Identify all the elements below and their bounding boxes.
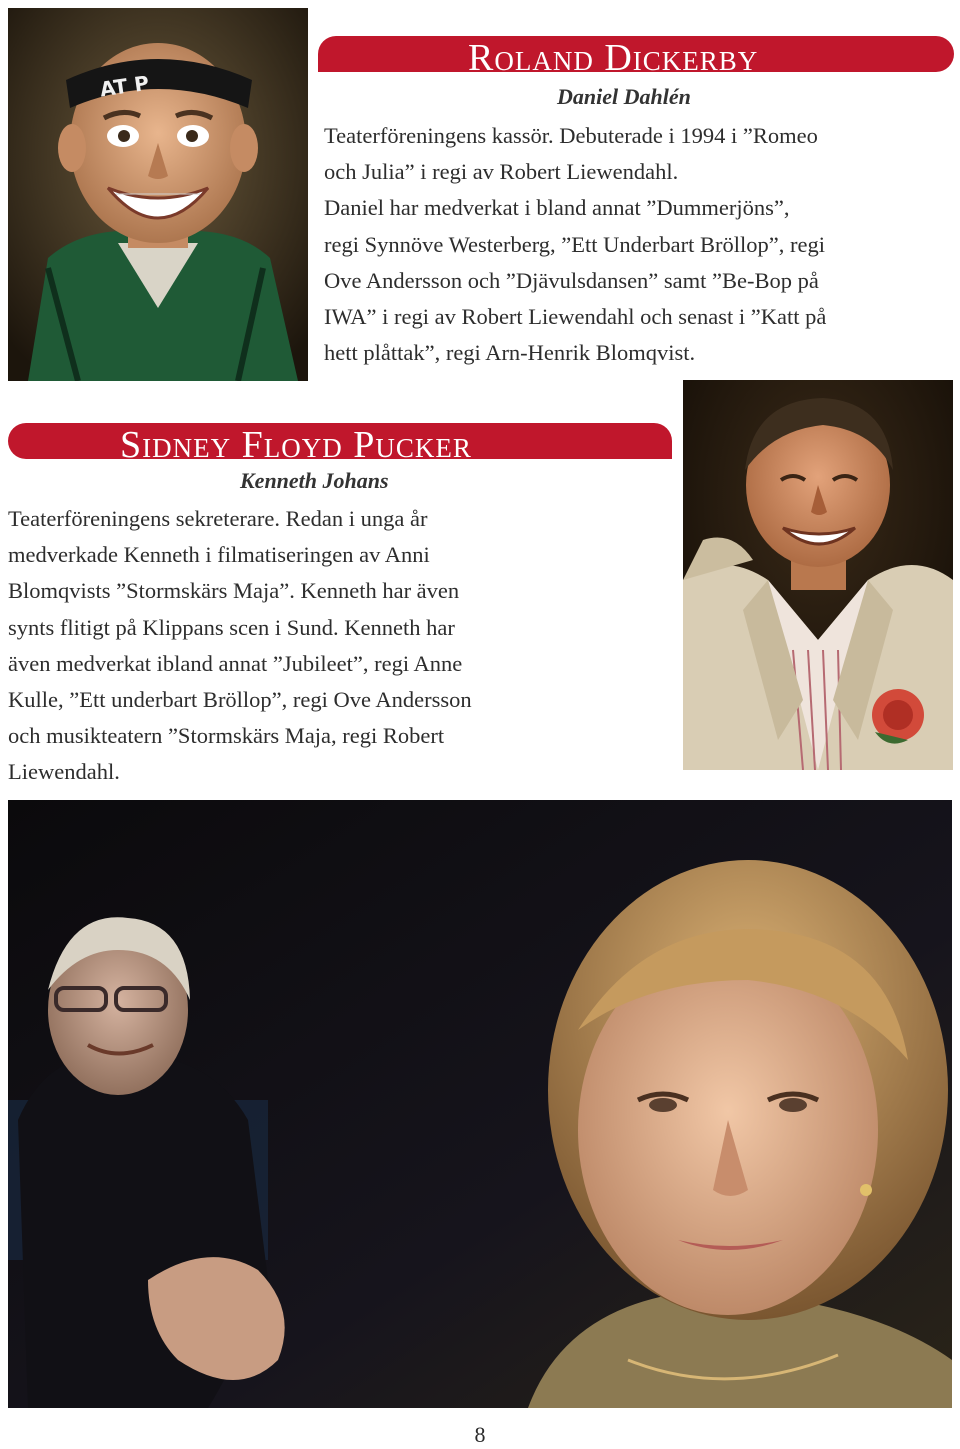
bio-line: Kulle, ”Ett underbart Bröllop”, regi Ove Andersson [8, 687, 472, 713]
bio-line: Teaterföreningens kassör. Debuterade i 1994 i ”Romeo [324, 123, 818, 148]
bio-line: medverkade Kenneth i filmatiseringen av Anni [8, 542, 430, 568]
svg-text:AT P: AT P [98, 70, 151, 102]
role-name: Roland Dickerby [468, 37, 759, 79]
role-banner-roland [318, 36, 954, 79]
page-number: 8 [474, 1422, 486, 1447]
bio-line: hett plåttak”, regi Arn-Henrik Blomqvist. [324, 340, 696, 366]
bio-line: synts flitigt på Klippans scen i Sund. Kenneth har [8, 614, 455, 640]
bio-line: Teaterföreningens sekreterare. Redan i unga år [8, 506, 428, 531]
actor-name: Kenneth Johans [240, 468, 389, 493]
portrait-photo-kenneth [683, 380, 953, 770]
bio-line: regi Synnöve Westerberg, ”Ett Underbart Bröllop”, regi [324, 231, 825, 257]
role-name: Sidney Floyd Pucker [120, 424, 472, 466]
bio-line: och Julia” i regi av Robert Liewendahl. [324, 159, 679, 185]
bio-line: Ove Andersson och ”Djävulsdansen” samt ”Be-Bop på [324, 267, 819, 293]
portrait-photo-daniel [8, 8, 308, 381]
bio-paragraph [324, 118, 956, 371]
bio-paragraph [8, 501, 608, 791]
bio-line: IWA” i regi av Robert Liewendahl och senast i ”Katt på [324, 304, 827, 330]
role-banner-sidney [8, 423, 672, 466]
bio-line: även medverkat ibland annat ”Jubileet”, regi Anne [8, 650, 463, 676]
bio-line: och musikteatern ”Stormskärs Maja, regi Robert [8, 723, 445, 749]
bio-line: Blomqvists ”Stormskärs Maja”. Kenneth har även [8, 578, 460, 604]
stage-photo [8, 800, 952, 1408]
bio-line: Daniel har medverkat i bland annat ”Dummerjöns”, [324, 195, 790, 221]
bio-line: Liewendahl. [8, 759, 120, 785]
actor-name: Daniel Dahlén [557, 84, 691, 109]
